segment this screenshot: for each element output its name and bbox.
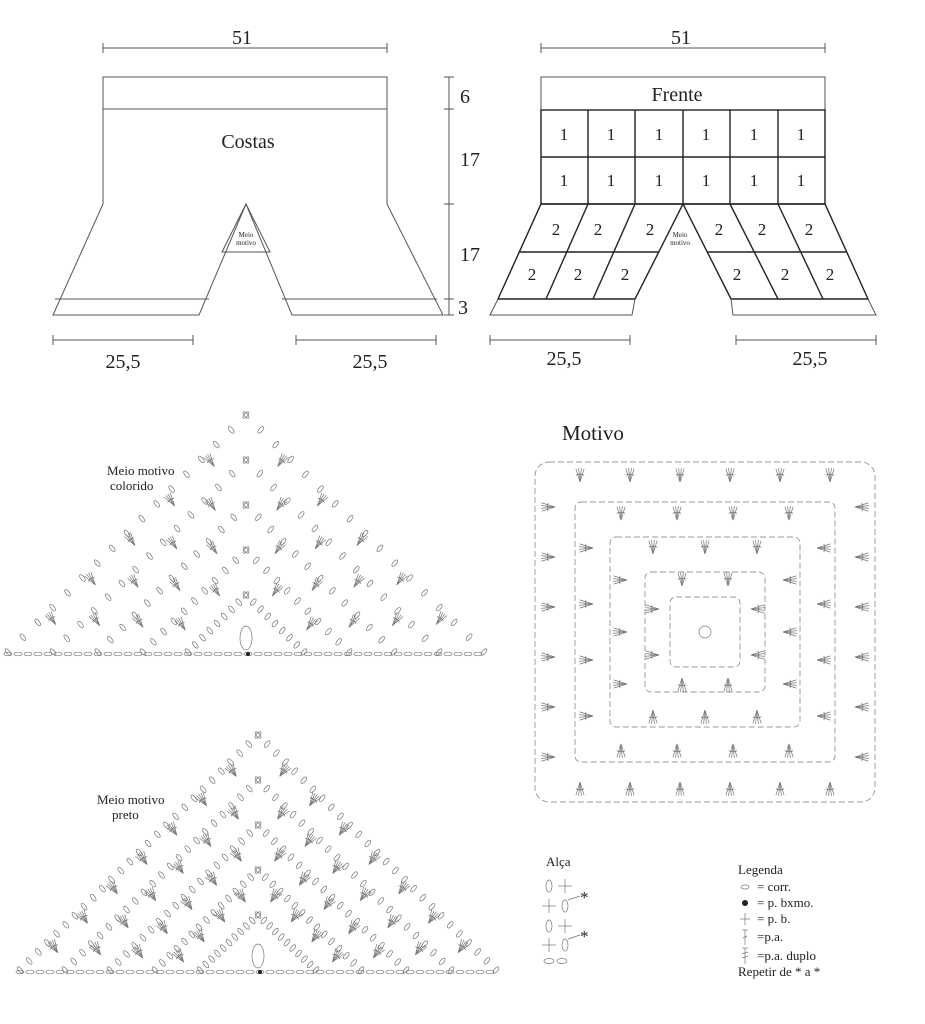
- treble-crochet-icon: [742, 948, 748, 964]
- frente-cell: 1: [701, 125, 711, 144]
- half-black-label-1: Meio motivo: [97, 792, 165, 807]
- single-crochet-icon: [740, 913, 750, 925]
- legend-item-bxmo: = p. bxmo.: [757, 895, 814, 910]
- frente-cell: 1: [796, 171, 806, 190]
- frente-cell: 2: [527, 265, 537, 284]
- legend-repeat: Repetir de * a *: [738, 964, 821, 979]
- slip-stitch-icon: [742, 900, 748, 906]
- costas-meio-motivo-label-2: motivo: [236, 239, 256, 247]
- chain-stitch-icon: [741, 885, 749, 889]
- legend-title: Legenda: [738, 862, 783, 877]
- half-colored-label-2: colorido: [110, 478, 154, 493]
- frente-cell: 1: [559, 171, 569, 190]
- frente-cell: 2: [573, 265, 583, 284]
- legend-item-pa-duplo: =p.a. duplo: [757, 948, 816, 963]
- costas-title: Costas: [221, 131, 275, 153]
- legend: [738, 862, 820, 979]
- frente-schematic: [490, 27, 876, 370]
- frente-meio-motivo-label-1: Meio: [672, 231, 688, 239]
- legend-item-pb: = p. b.: [757, 911, 791, 926]
- half-black-label-2: preto: [112, 807, 139, 822]
- frente-cell: 1: [559, 125, 569, 144]
- costas-meio-motivo-label-1: Meio: [238, 231, 254, 239]
- half-motif-black-chart: [16, 731, 500, 974]
- frente-left-width-label: 25,5: [546, 348, 582, 370]
- frente-cell: 2: [645, 220, 655, 239]
- costas-bottom-dimensions: [53, 335, 436, 373]
- frente-bottom-dimensions: [490, 335, 876, 370]
- half-colored-label-1: Meio motivo: [107, 463, 175, 478]
- frente-cell: 1: [654, 171, 664, 190]
- frente-cell: 2: [593, 220, 603, 239]
- costas-outline: [53, 77, 443, 315]
- height-label-17b: 17: [460, 244, 480, 266]
- costas-right-width-label: 25,5: [352, 351, 388, 373]
- frente-cell: 2: [825, 265, 835, 284]
- height-label-17a: 17: [460, 149, 480, 171]
- alca-title: Alça: [546, 854, 571, 869]
- frente-cell: 2: [620, 265, 630, 284]
- costas-schematic: [53, 27, 443, 373]
- legend-item-pa: =p.a.: [757, 929, 784, 944]
- alca-star-2: *: [580, 927, 589, 946]
- motif-square-chart: [535, 462, 875, 802]
- frente-cell: 1: [606, 171, 616, 190]
- frente-right-width-label: 25,5: [792, 348, 828, 370]
- frente-cell: 1: [796, 125, 806, 144]
- double-crochet-icon: [742, 930, 748, 945]
- frente-cell: 2: [757, 220, 767, 239]
- height-label-3: 3: [458, 297, 468, 319]
- alca-chart: [542, 854, 589, 964]
- frente-cell: 2: [732, 265, 742, 284]
- costas-width-label: 51: [232, 27, 252, 49]
- frente-cell: 1: [749, 171, 759, 190]
- costas-left-width-label: 25,5: [105, 351, 141, 373]
- frente-cell: 2: [714, 220, 724, 239]
- frente-row-4: [528, 265, 835, 284]
- frente-cell: 2: [551, 220, 561, 239]
- frente-cell: 1: [606, 125, 616, 144]
- frente-cell: 1: [701, 171, 711, 190]
- height-dimensions: [444, 77, 480, 319]
- frente-width-dimension: [541, 27, 825, 53]
- height-label-6: 6: [460, 86, 470, 108]
- alca-star-1: *: [580, 888, 589, 907]
- costas-width-dimension: [103, 27, 387, 53]
- motivo-title: Motivo: [562, 421, 624, 445]
- frente-title: Frente: [651, 84, 703, 106]
- frente-cell: 2: [804, 220, 814, 239]
- frente-width-label: 51: [671, 27, 691, 49]
- frente-cell: 2: [780, 265, 790, 284]
- legend-item-corr: = corr.: [757, 879, 792, 894]
- frente-cell: 1: [749, 125, 759, 144]
- frente-meio-motivo-label-2: motivo: [670, 239, 690, 247]
- half-motif-colored-chart: [4, 411, 488, 656]
- frente-cell: 1: [654, 125, 664, 144]
